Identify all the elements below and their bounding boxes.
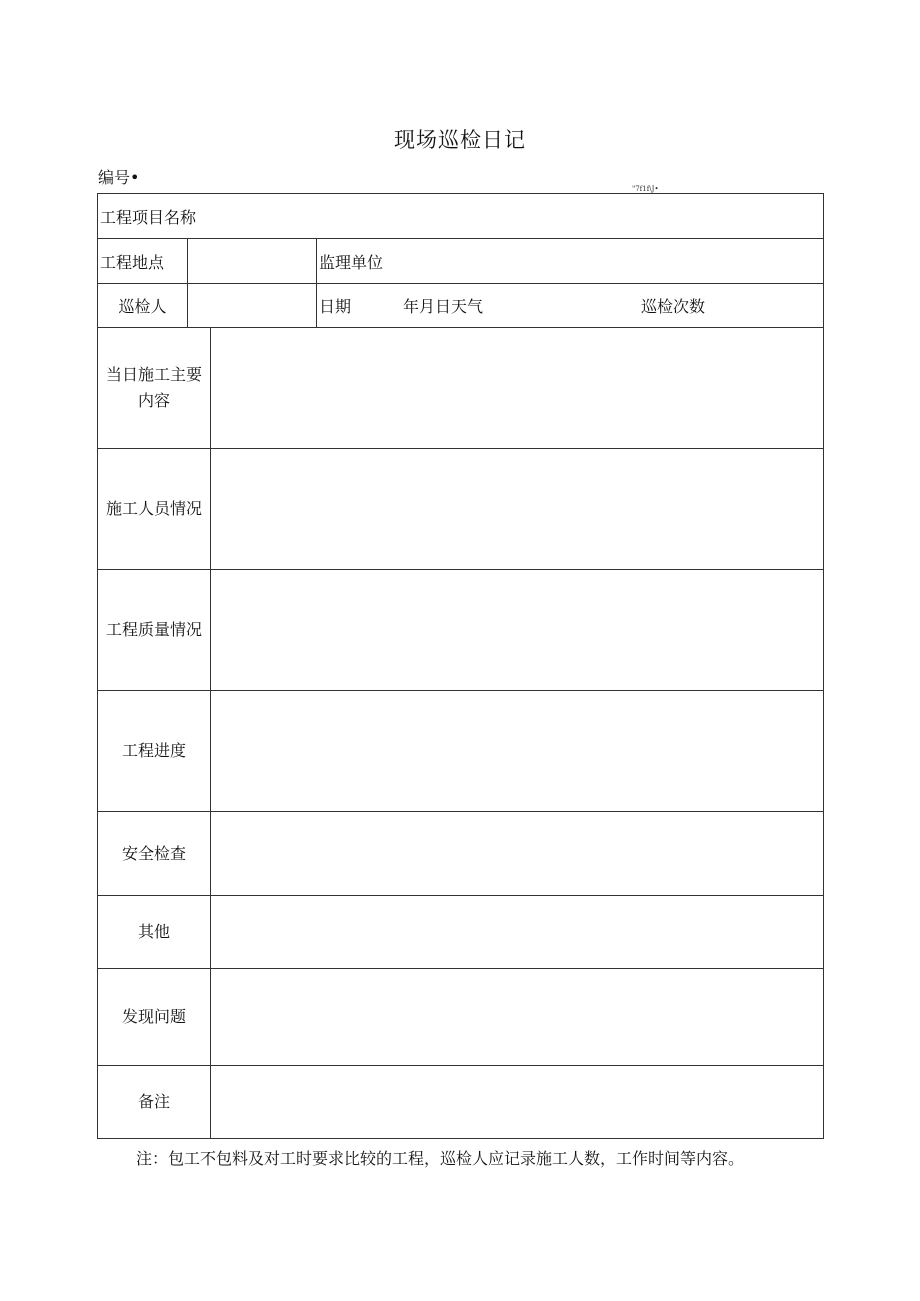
section-label-cell [98,812,211,896]
inspector-value-cell[interactable] [188,284,317,328]
section-label: 发现问题 [121,1007,186,1026]
row-section [98,1066,824,1139]
section-content-cell[interactable] [211,328,824,449]
project-name-cell[interactable] [98,194,824,239]
location-label: 工程地点 [100,252,165,272]
section-content-cell[interactable] [211,969,824,1066]
row-section [98,328,824,449]
inspection-count-label: 巡检次数 [641,297,706,316]
section-label-cell [98,896,211,969]
row-project-name [98,194,824,239]
section-label-cell [98,449,211,570]
section-label-line2: 内容 [137,391,170,410]
section-label-cell [98,691,211,812]
page-title: 现场巡检日记 [394,128,526,152]
row-section [98,896,824,969]
section-content-cell[interactable] [211,570,824,691]
row-section [98,691,824,812]
project-name-label: 工程项目名称 [100,207,197,227]
section-label-cell [98,570,211,691]
inspection-form-table [97,193,824,1139]
section-label: 施工人员情况 [105,499,202,518]
row-location [98,239,824,284]
form-number-label: 编号• [98,168,140,187]
date-weather-cell[interactable] [317,284,824,328]
row-section [98,449,824,570]
section-content-cell[interactable] [211,1066,824,1139]
location-label-cell [98,239,188,284]
section-content-cell[interactable] [211,691,824,812]
row-section [98,812,824,896]
section-label: 安全检查 [121,843,186,863]
footnote: 注：包工不包料及对工时要求比较的工程，巡检人应记录施工人数，工作时间等内容。 [136,1149,745,1168]
section-content-cell[interactable] [211,896,824,969]
row-section [98,570,824,691]
section-label-cell [98,969,211,1066]
section-label-cell [98,1066,211,1139]
section-label: 其他 [137,922,170,941]
section-content-cell[interactable] [211,812,824,896]
section-content-cell[interactable] [211,449,824,570]
location-value-cell[interactable] [188,239,317,284]
section-label-cell [98,328,211,449]
section-label: 备注 [137,1092,170,1111]
inspector-label: 巡检人 [118,297,167,316]
date-weather-label: 年月日天气 [403,297,484,316]
small-mark-text: "7f1f\J• [632,185,659,193]
inspector-label-cell [98,284,188,328]
row-section [98,969,824,1066]
section-label: 当日施工主要 [105,365,202,384]
date-label: 日期 [319,297,352,316]
section-label: 工程进度 [121,741,186,760]
supervisor-unit-label: 监理单位 [319,252,384,272]
section-label: 工程质量情况 [105,620,202,639]
row-inspector [98,284,824,328]
supervisor-unit-cell[interactable] [317,239,824,284]
